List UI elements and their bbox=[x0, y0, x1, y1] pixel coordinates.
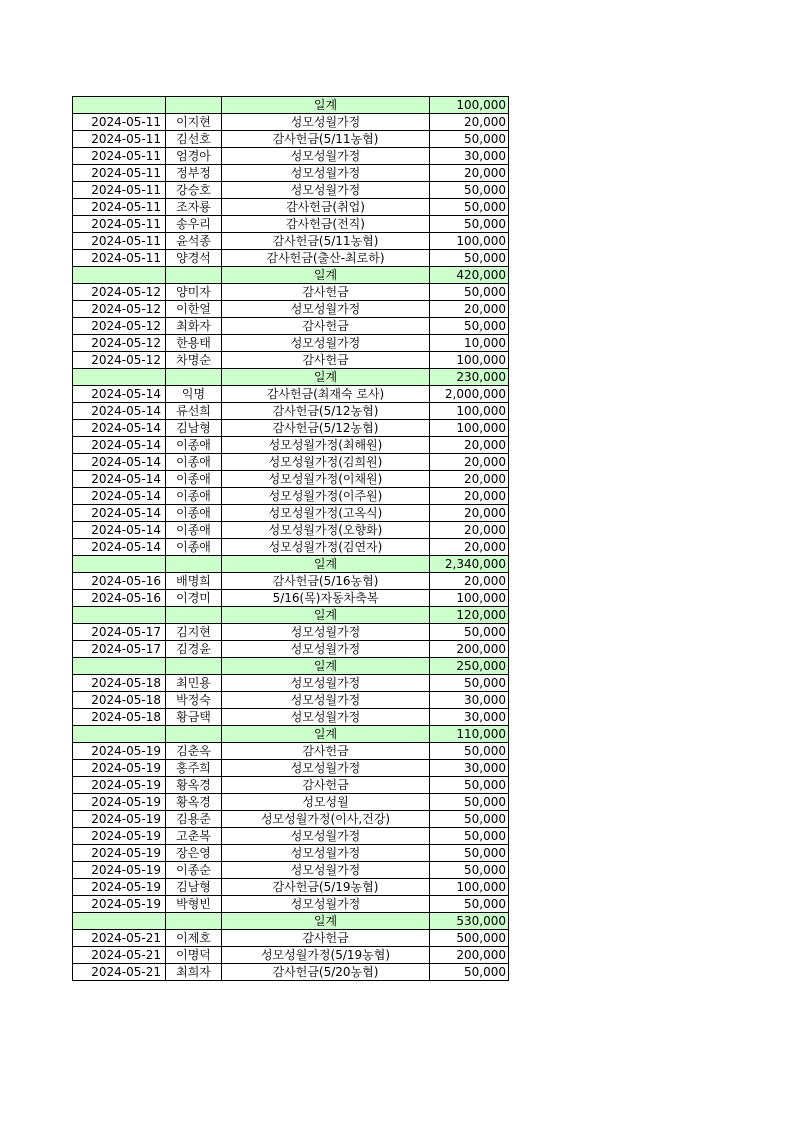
date-cell bbox=[73, 97, 166, 114]
ledger-row bbox=[73, 777, 509, 794]
date-cell: 2024-05-11 bbox=[73, 114, 166, 131]
subtotal-row bbox=[73, 913, 509, 930]
ledger-row bbox=[73, 454, 509, 471]
ledger-row bbox=[73, 522, 509, 539]
amount-cell: 100,000 bbox=[430, 233, 509, 250]
date-cell: 2024-05-19 bbox=[73, 896, 166, 913]
amount-cell: 20,000 bbox=[430, 505, 509, 522]
ledger-row bbox=[73, 862, 509, 879]
date-cell: 2024-05-19 bbox=[73, 845, 166, 862]
ledger-row bbox=[73, 318, 509, 335]
description-cell: 감사헌금 bbox=[222, 318, 430, 335]
name-cell bbox=[166, 607, 222, 624]
description-cell: 성모성월가정(오향화) bbox=[222, 522, 430, 539]
subtotal-label: 일계 bbox=[222, 607, 430, 624]
amount-cell: 500,000 bbox=[430, 930, 509, 947]
name-cell: 조자룡 bbox=[166, 199, 222, 216]
amount-cell: 50,000 bbox=[430, 284, 509, 301]
name-cell: 황옥경 bbox=[166, 794, 222, 811]
name-cell: 이종애 bbox=[166, 454, 222, 471]
name-cell: 김지현 bbox=[166, 624, 222, 641]
name-cell: 황옥경 bbox=[166, 777, 222, 794]
amount-cell: 100,000 bbox=[430, 420, 509, 437]
ledger-row bbox=[73, 845, 509, 862]
subtotal-amount: 120,000 bbox=[430, 607, 509, 624]
date-cell: 2024-05-18 bbox=[73, 692, 166, 709]
name-cell: 박정숙 bbox=[166, 692, 222, 709]
name-cell: 이지현 bbox=[166, 114, 222, 131]
date-cell: 2024-05-19 bbox=[73, 862, 166, 879]
subtotal-label: 일계 bbox=[222, 267, 430, 284]
description-cell: 성모성월가정 bbox=[222, 845, 430, 862]
subtotal-row bbox=[73, 267, 509, 284]
description-cell: 성모성월가정 bbox=[222, 148, 430, 165]
amount-cell: 50,000 bbox=[430, 862, 509, 879]
name-cell bbox=[166, 369, 222, 386]
ledger-row bbox=[73, 335, 509, 352]
description-cell: 감사헌금 bbox=[222, 777, 430, 794]
date-cell: 2024-05-11 bbox=[73, 199, 166, 216]
description-cell: 성모성월가정(이채원) bbox=[222, 471, 430, 488]
date-cell: 2024-05-11 bbox=[73, 165, 166, 182]
subtotal-amount: 2,340,000 bbox=[430, 556, 509, 573]
ledger-row bbox=[73, 641, 509, 658]
description-cell: 성모성월가정 bbox=[222, 862, 430, 879]
ledger-row bbox=[73, 947, 509, 964]
amount-cell: 50,000 bbox=[430, 964, 509, 981]
date-cell bbox=[73, 726, 166, 743]
ledger-row bbox=[73, 148, 509, 165]
amount-cell: 50,000 bbox=[430, 845, 509, 862]
ledger-row bbox=[73, 301, 509, 318]
amount-cell: 30,000 bbox=[430, 760, 509, 777]
name-cell: 최화자 bbox=[166, 318, 222, 335]
date-cell: 2024-05-14 bbox=[73, 471, 166, 488]
ledger-row bbox=[73, 352, 509, 369]
date-cell: 2024-05-19 bbox=[73, 777, 166, 794]
date-cell: 2024-05-19 bbox=[73, 879, 166, 896]
date-cell bbox=[73, 913, 166, 930]
ledger-row bbox=[73, 760, 509, 777]
date-cell: 2024-05-12 bbox=[73, 318, 166, 335]
name-cell: 익명 bbox=[166, 386, 222, 403]
date-cell: 2024-05-21 bbox=[73, 947, 166, 964]
ledger-row bbox=[73, 709, 509, 726]
name-cell: 이명덕 bbox=[166, 947, 222, 964]
ledger-row bbox=[73, 437, 509, 454]
subtotal-label: 일계 bbox=[222, 913, 430, 930]
amount-cell: 50,000 bbox=[430, 182, 509, 199]
description-cell: 성모성월가정(이사,건강) bbox=[222, 811, 430, 828]
amount-cell: 100,000 bbox=[430, 352, 509, 369]
description-cell: 성모성월 bbox=[222, 794, 430, 811]
name-cell: 윤석종 bbox=[166, 233, 222, 250]
subtotal-label: 일계 bbox=[222, 658, 430, 675]
ledger-row bbox=[73, 794, 509, 811]
description-cell: 감사헌금(취업) bbox=[222, 199, 430, 216]
ledger-row bbox=[73, 743, 509, 760]
description-cell: 감사헌금(5/20농협) bbox=[222, 964, 430, 981]
amount-cell: 20,000 bbox=[430, 454, 509, 471]
description-cell: 성모성월가정(5/19농협) bbox=[222, 947, 430, 964]
name-cell: 정부정 bbox=[166, 165, 222, 182]
date-cell: 2024-05-14 bbox=[73, 420, 166, 437]
ledger-row bbox=[73, 233, 509, 250]
amount-cell: 20,000 bbox=[430, 522, 509, 539]
description-cell: 성모성월가정 bbox=[222, 114, 430, 131]
date-cell bbox=[73, 556, 166, 573]
ledger-row bbox=[73, 182, 509, 199]
date-cell: 2024-05-11 bbox=[73, 131, 166, 148]
date-cell: 2024-05-14 bbox=[73, 505, 166, 522]
subtotal-row bbox=[73, 556, 509, 573]
ledger-row bbox=[73, 471, 509, 488]
name-cell: 배명희 bbox=[166, 573, 222, 590]
date-cell: 2024-05-11 bbox=[73, 148, 166, 165]
subtotal-amount: 420,000 bbox=[430, 267, 509, 284]
name-cell: 최민용 bbox=[166, 675, 222, 692]
subtotal-amount: 110,000 bbox=[430, 726, 509, 743]
amount-cell: 30,000 bbox=[430, 692, 509, 709]
name-cell: 양미자 bbox=[166, 284, 222, 301]
description-cell: 감사헌금 bbox=[222, 930, 430, 947]
ledger-row bbox=[73, 505, 509, 522]
ledger-body bbox=[73, 97, 509, 981]
ledger-row bbox=[73, 828, 509, 845]
subtotal-amount: 530,000 bbox=[430, 913, 509, 930]
name-cell: 김남형 bbox=[166, 420, 222, 437]
description-cell: 성모성월가정(고옥식) bbox=[222, 505, 430, 522]
name-cell: 차명순 bbox=[166, 352, 222, 369]
subtotal-row bbox=[73, 97, 509, 114]
name-cell bbox=[166, 267, 222, 284]
amount-cell: 20,000 bbox=[430, 488, 509, 505]
amount-cell: 20,000 bbox=[430, 165, 509, 182]
name-cell: 김남형 bbox=[166, 879, 222, 896]
date-cell: 2024-05-19 bbox=[73, 760, 166, 777]
ledger-row bbox=[73, 692, 509, 709]
name-cell: 박형빈 bbox=[166, 896, 222, 913]
subtotal-label: 일계 bbox=[222, 556, 430, 573]
name-cell: 송우리 bbox=[166, 216, 222, 233]
amount-cell: 20,000 bbox=[430, 301, 509, 318]
ledger-row bbox=[73, 216, 509, 233]
description-cell: 감사헌금(5/19농협) bbox=[222, 879, 430, 896]
date-cell: 2024-05-21 bbox=[73, 964, 166, 981]
description-cell: 감사헌금(5/12농협) bbox=[222, 420, 430, 437]
donation-ledger-table bbox=[72, 96, 509, 981]
subtotal-label: 일계 bbox=[222, 726, 430, 743]
description-cell: 성모성월가정 bbox=[222, 896, 430, 913]
description-cell: 감사헌금(5/16농협) bbox=[222, 573, 430, 590]
subtotal-amount: 100,000 bbox=[430, 97, 509, 114]
date-cell: 2024-05-14 bbox=[73, 488, 166, 505]
amount-cell: 30,000 bbox=[430, 709, 509, 726]
amount-cell: 50,000 bbox=[430, 199, 509, 216]
ledger-row bbox=[73, 131, 509, 148]
ledger-row bbox=[73, 811, 509, 828]
name-cell: 양경석 bbox=[166, 250, 222, 267]
name-cell: 장은영 bbox=[166, 845, 222, 862]
date-cell: 2024-05-14 bbox=[73, 539, 166, 556]
ledger-row bbox=[73, 403, 509, 420]
name-cell: 이종애 bbox=[166, 471, 222, 488]
subtotal-amount: 250,000 bbox=[430, 658, 509, 675]
name-cell: 이경미 bbox=[166, 590, 222, 607]
description-cell: 성모성월가정 bbox=[222, 641, 430, 658]
date-cell: 2024-05-16 bbox=[73, 590, 166, 607]
description-cell: 감사헌금 bbox=[222, 743, 430, 760]
description-cell: 성모성월가정 bbox=[222, 675, 430, 692]
date-cell: 2024-05-17 bbox=[73, 641, 166, 658]
description-cell: 성모성월가정(김연자) bbox=[222, 539, 430, 556]
ledger-row bbox=[73, 199, 509, 216]
name-cell: 강승호 bbox=[166, 182, 222, 199]
description-cell: 감사헌금(전직) bbox=[222, 216, 430, 233]
date-cell: 2024-05-11 bbox=[73, 233, 166, 250]
amount-cell: 10,000 bbox=[430, 335, 509, 352]
subtotal-label: 일계 bbox=[222, 369, 430, 386]
amount-cell: 20,000 bbox=[430, 539, 509, 556]
description-cell: 성모성월가정 bbox=[222, 165, 430, 182]
description-cell: 감사헌금 bbox=[222, 284, 430, 301]
amount-cell: 50,000 bbox=[430, 828, 509, 845]
amount-cell: 100,000 bbox=[430, 590, 509, 607]
amount-cell: 50,000 bbox=[430, 743, 509, 760]
date-cell bbox=[73, 658, 166, 675]
description-cell: 성모성월가정 bbox=[222, 182, 430, 199]
date-cell: 2024-05-12 bbox=[73, 335, 166, 352]
date-cell: 2024-05-16 bbox=[73, 573, 166, 590]
subtotal-label: 일계 bbox=[222, 97, 430, 114]
ledger-row bbox=[73, 386, 509, 403]
description-cell: 성모성월가정 bbox=[222, 760, 430, 777]
date-cell: 2024-05-11 bbox=[73, 216, 166, 233]
date-cell: 2024-05-14 bbox=[73, 386, 166, 403]
name-cell: 엄경아 bbox=[166, 148, 222, 165]
amount-cell: 20,000 bbox=[430, 471, 509, 488]
description-cell: 성모성월가정 bbox=[222, 709, 430, 726]
amount-cell: 200,000 bbox=[430, 947, 509, 964]
amount-cell: 20,000 bbox=[430, 573, 509, 590]
date-cell: 2024-05-14 bbox=[73, 403, 166, 420]
amount-cell: 2,000,000 bbox=[430, 386, 509, 403]
date-cell: 2024-05-14 bbox=[73, 437, 166, 454]
ledger-row bbox=[73, 114, 509, 131]
subtotal-amount: 230,000 bbox=[430, 369, 509, 386]
description-cell: 감사헌금(최재숙 로사) bbox=[222, 386, 430, 403]
date-cell bbox=[73, 607, 166, 624]
ledger-row bbox=[73, 590, 509, 607]
amount-cell: 50,000 bbox=[430, 250, 509, 267]
amount-cell: 50,000 bbox=[430, 896, 509, 913]
name-cell: 이종애 bbox=[166, 522, 222, 539]
name-cell: 한용태 bbox=[166, 335, 222, 352]
name-cell: 류선희 bbox=[166, 403, 222, 420]
description-cell: 감사헌금(출산-최로하) bbox=[222, 250, 430, 267]
ledger-row bbox=[73, 165, 509, 182]
name-cell: 이제호 bbox=[166, 930, 222, 947]
subtotal-row bbox=[73, 658, 509, 675]
date-cell: 2024-05-14 bbox=[73, 454, 166, 471]
amount-cell: 50,000 bbox=[430, 811, 509, 828]
name-cell: 이종순 bbox=[166, 862, 222, 879]
name-cell: 고춘복 bbox=[166, 828, 222, 845]
date-cell: 2024-05-17 bbox=[73, 624, 166, 641]
description-cell: 성모성월가정(이주원) bbox=[222, 488, 430, 505]
name-cell: 김경윤 bbox=[166, 641, 222, 658]
ledger-row bbox=[73, 420, 509, 437]
name-cell: 김용준 bbox=[166, 811, 222, 828]
amount-cell: 100,000 bbox=[430, 403, 509, 420]
ledger-row bbox=[73, 488, 509, 505]
date-cell: 2024-05-19 bbox=[73, 811, 166, 828]
ledger-row bbox=[73, 284, 509, 301]
date-cell bbox=[73, 267, 166, 284]
name-cell: 이종애 bbox=[166, 488, 222, 505]
amount-cell: 20,000 bbox=[430, 437, 509, 454]
ledger-row bbox=[73, 675, 509, 692]
subtotal-row bbox=[73, 607, 509, 624]
description-cell: 감사헌금 bbox=[222, 352, 430, 369]
name-cell: 최희자 bbox=[166, 964, 222, 981]
name-cell: 이한얼 bbox=[166, 301, 222, 318]
description-cell: 성모성월가정 bbox=[222, 828, 430, 845]
date-cell: 2024-05-11 bbox=[73, 250, 166, 267]
description-cell: 성모성월가정(최해원) bbox=[222, 437, 430, 454]
description-cell: 5/16(목)자동차축복 bbox=[222, 590, 430, 607]
amount-cell: 50,000 bbox=[430, 624, 509, 641]
ledger-row bbox=[73, 964, 509, 981]
date-cell: 2024-05-21 bbox=[73, 930, 166, 947]
amount-cell: 50,000 bbox=[430, 675, 509, 692]
ledger-row bbox=[73, 896, 509, 913]
ledger-row bbox=[73, 539, 509, 556]
name-cell bbox=[166, 913, 222, 930]
date-cell: 2024-05-18 bbox=[73, 675, 166, 692]
ledger-row bbox=[73, 573, 509, 590]
description-cell: 감사헌금(5/11농협) bbox=[222, 233, 430, 250]
name-cell: 김춘옥 bbox=[166, 743, 222, 760]
date-cell: 2024-05-12 bbox=[73, 301, 166, 318]
name-cell: 이종애 bbox=[166, 539, 222, 556]
description-cell: 성모성월가정 bbox=[222, 624, 430, 641]
date-cell bbox=[73, 369, 166, 386]
name-cell: 이종애 bbox=[166, 437, 222, 454]
date-cell: 2024-05-19 bbox=[73, 743, 166, 760]
ledger-row bbox=[73, 624, 509, 641]
ledger-row bbox=[73, 879, 509, 896]
description-cell: 감사헌금(5/12농협) bbox=[222, 403, 430, 420]
date-cell: 2024-05-12 bbox=[73, 352, 166, 369]
amount-cell: 50,000 bbox=[430, 794, 509, 811]
name-cell bbox=[166, 658, 222, 675]
amount-cell: 100,000 bbox=[430, 879, 509, 896]
date-cell: 2024-05-12 bbox=[73, 284, 166, 301]
amount-cell: 200,000 bbox=[430, 641, 509, 658]
description-cell: 성모성월가정 bbox=[222, 301, 430, 318]
date-cell: 2024-05-14 bbox=[73, 522, 166, 539]
description-cell: 성모성월가정(김희원) bbox=[222, 454, 430, 471]
amount-cell: 20,000 bbox=[430, 114, 509, 131]
date-cell: 2024-05-11 bbox=[73, 182, 166, 199]
amount-cell: 50,000 bbox=[430, 216, 509, 233]
name-cell: 황금택 bbox=[166, 709, 222, 726]
ledger-row bbox=[73, 930, 509, 947]
description-cell: 성모성월가정 bbox=[222, 692, 430, 709]
description-cell: 성모성월가정 bbox=[222, 335, 430, 352]
name-cell bbox=[166, 556, 222, 573]
name-cell: 이종애 bbox=[166, 505, 222, 522]
name-cell: 김선호 bbox=[166, 131, 222, 148]
date-cell: 2024-05-19 bbox=[73, 828, 166, 845]
amount-cell: 50,000 bbox=[430, 131, 509, 148]
name-cell bbox=[166, 97, 222, 114]
amount-cell: 30,000 bbox=[430, 148, 509, 165]
date-cell: 2024-05-19 bbox=[73, 794, 166, 811]
subtotal-row bbox=[73, 726, 509, 743]
amount-cell: 50,000 bbox=[430, 777, 509, 794]
ledger-row bbox=[73, 250, 509, 267]
amount-cell: 50,000 bbox=[430, 318, 509, 335]
name-cell bbox=[166, 726, 222, 743]
description-cell: 감사헌금(5/11농협) bbox=[222, 131, 430, 148]
name-cell: 홍주희 bbox=[166, 760, 222, 777]
date-cell: 2024-05-18 bbox=[73, 709, 166, 726]
subtotal-row bbox=[73, 369, 509, 386]
